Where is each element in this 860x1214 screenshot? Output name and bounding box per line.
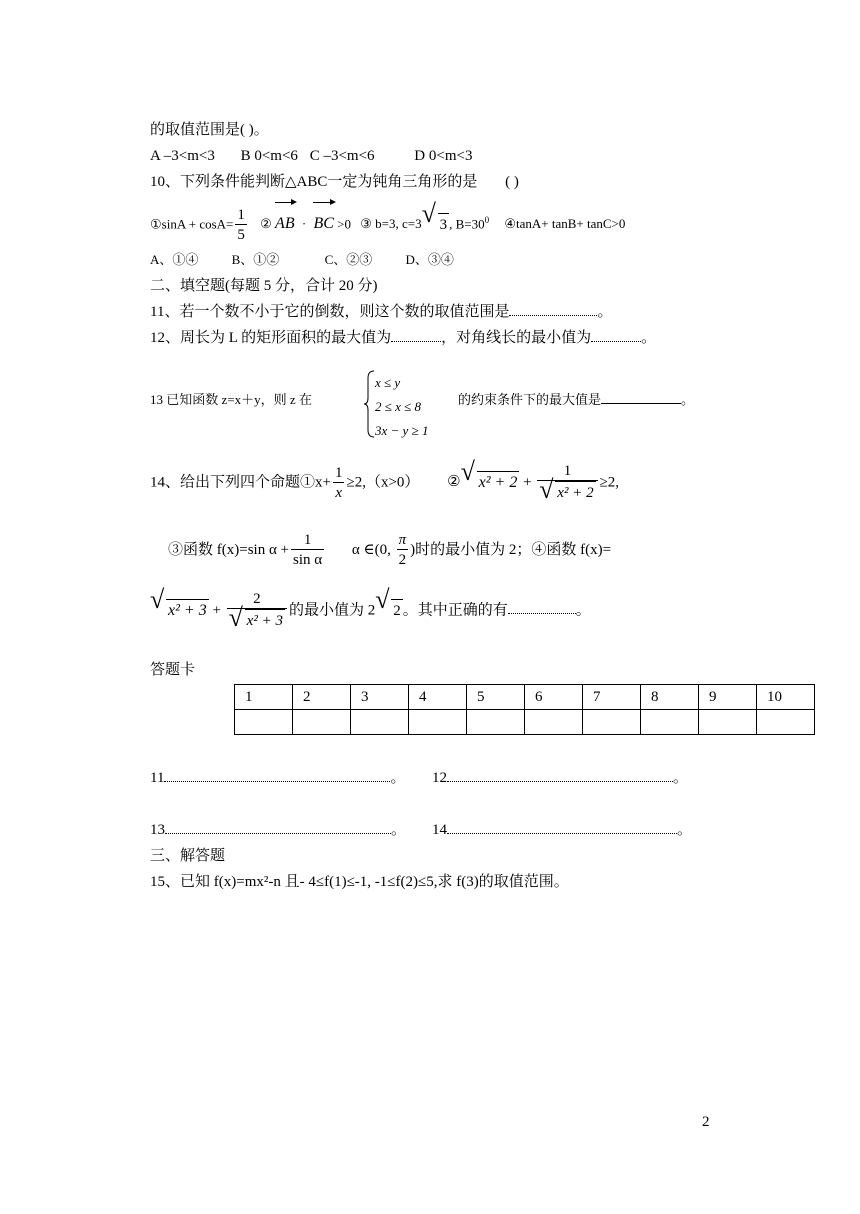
q10-c1-prefix: ①sinA + cosA= — [150, 216, 234, 232]
answer-card-num-7: 7 — [583, 685, 641, 710]
q9-option-c: C –3<m<6 — [309, 148, 375, 164]
answer-card-label: 答题卡 — [150, 662, 196, 678]
q12: 12、周长为 L 的矩形面积的最大值为 ，对角线长的最小值为 。 — [150, 330, 657, 346]
answer-card-num-4: 4 — [409, 685, 467, 710]
answer-card-num-8: 8 — [641, 685, 699, 710]
q12-text-b: ，对角线长的最小值为 — [441, 330, 592, 346]
q14-p4-mid: 的最小值为 2 — [288, 602, 376, 619]
page-number: 2 — [702, 1114, 710, 1130]
q13-suffix: 的约束条件下的最大值是 。 — [458, 392, 695, 407]
q10-c2-prefix: ② — [260, 216, 272, 232]
fill-blank-14[interactable] — [447, 832, 677, 834]
answer-cell-10[interactable] — [757, 710, 815, 735]
q13-suffix-text: 的约束条件下的最大值是 — [458, 392, 602, 407]
q12-text-a: 12、周长为 L 的矩形面积的最大值为 — [150, 330, 392, 346]
answer-card-answer-row — [235, 710, 815, 735]
q14-line-2 — [168, 530, 611, 570]
section-3-heading: 三、解答题 — [150, 848, 226, 864]
q13-constraint-3: 3x − y ≥ 1 — [375, 423, 429, 438]
q14-p3-fraction-2: $\frac{\pi}{2}$ — [398, 532, 407, 569]
q10-option-d: D、③④ — [405, 252, 454, 267]
q13-blank — [601, 403, 681, 404]
q14-p2-fraction: 1 √ x² + 2 — [537, 462, 597, 504]
answer-cell-8[interactable] — [641, 710, 699, 735]
q14-p2-suffix: ≥2, — [599, 474, 620, 491]
q9-option-b: B 0<m<6 — [240, 148, 298, 164]
q14-line-1: 14、给出下列四个命题①x+ $\frac{1}{x}$ ≥2,（x>0） ② √ x² + 2 + 1 √ x² + 2 ≥2, — [150, 457, 620, 504]
sqrt-2: √ 2 — [375, 591, 403, 631]
q12-blank-1 — [391, 340, 441, 342]
q14-p3-suffix: )时的最小值为 2；④函数 f(x)= — [410, 542, 612, 558]
q14-line-3: √ x² + 3 + 2 √ x² + 3 的最小值为 2 √ 2 。其中正确的有 。 — [150, 585, 591, 632]
fill-blank-11[interactable] — [164, 780, 390, 782]
q13-constraint-1: x ≤ y — [375, 375, 401, 390]
section-2-heading: 二、填空题(每题 5 分，合计 20 分) — [150, 278, 378, 294]
fill-line-13: 13 。 — [150, 822, 407, 838]
q15: 15、已知 f(x)=mx²-n 且- 4≤f(1)≤-1, -1≤f(2)≤5,求 f(3)的取值范围。 — [150, 874, 569, 890]
fill-line-11: 11 。 — [150, 770, 406, 786]
q11: 11、若一个数不小于它的倒数，则这个数的取值范围是 。 — [150, 304, 613, 320]
q10-c3-sup: 0 — [484, 215, 490, 225]
answer-cell-3[interactable] — [351, 710, 409, 735]
fill-label-13: 13 — [150, 822, 165, 838]
sqrt-3: √ 3 — [422, 205, 450, 245]
q10-c1-num: 1 — [237, 206, 245, 223]
answer-cell-1[interactable] — [235, 710, 293, 735]
q13-brace — [363, 370, 375, 438]
answer-cell-6[interactable] — [525, 710, 583, 735]
q13-prefix: 13 已知函数 z=x＋y，则 z 在 — [150, 392, 312, 407]
q10-option-b: B、①② — [231, 252, 280, 267]
answer-card-num-3: 3 — [351, 685, 409, 710]
q10-c4: ④tanA+ tanB+ tanC>0 — [504, 216, 626, 232]
answer-cell-5[interactable] — [467, 710, 525, 735]
q14-prefix: 14、给出下列四个命题①x+ — [150, 474, 331, 491]
q9-tail: 的取值范围是( )。 — [150, 122, 269, 138]
fill-line-14: 14 。 — [432, 822, 693, 838]
fill-blank-12[interactable] — [447, 780, 673, 782]
answer-card-header-row — [235, 685, 815, 710]
q9-option-a: A –3<m<3 — [150, 148, 215, 164]
answer-card-num-6: 6 — [525, 685, 583, 710]
sqrt-x2-plus-2: √ x² + 2 — [461, 463, 520, 503]
fill-label-11: 11 — [150, 770, 165, 786]
vector-bc: BC — [313, 200, 333, 244]
q11-text: 11、若一个数不小于它的倒数，则这个数的取值范围是 — [150, 304, 510, 320]
q10-conditions: ①sinA + cosA= $\frac{1}{5}$ ② AB · BC >0 ③ b=3, c=3 √ 3 , $B=30^0$ ④tanA+ tanB+ tanC>0 — [150, 200, 625, 245]
sqrt-x2-plus-3: √ x² + 3 — [150, 591, 209, 631]
answer-cell-4[interactable] — [409, 710, 467, 735]
answer-card-num-10: 10 — [757, 685, 815, 710]
q14-p1-fraction: $\frac{1}{x}$ — [334, 464, 343, 501]
q10-option-a: A、①④ — [150, 252, 199, 267]
fill-blank-13[interactable] — [165, 832, 391, 834]
q14-p4-fraction: 2 √ x² + 3 — [227, 590, 287, 632]
answer-card-num-9: 9 — [699, 685, 757, 710]
answer-cell-7[interactable] — [583, 710, 641, 735]
answer-card-num-5: 5 — [467, 685, 525, 710]
answer-card-table — [234, 684, 815, 735]
q14-blank — [508, 612, 576, 614]
q12-blank-2 — [591, 340, 641, 342]
answer-cell-2[interactable] — [293, 710, 351, 735]
q10-option-c: C、②③ — [324, 252, 373, 267]
q14-p2-prefix: ② — [447, 474, 461, 491]
q14-p4-suffix: 。其中正确的有 — [402, 602, 508, 619]
q10-paren: ( ) — [505, 174, 519, 190]
q10-c1-fraction — [235, 206, 247, 245]
q10-stem — [150, 172, 519, 192]
q10-options — [150, 250, 454, 270]
q14-p3-prefix: ③函数 f(x)=sin α + — [168, 542, 290, 558]
q10-c3-suffix: , B=30 — [449, 216, 485, 232]
answer-cell-9[interactable] — [699, 710, 757, 735]
q11-blank — [509, 314, 597, 316]
q10-c2-suffix: >0 — [337, 216, 351, 232]
q9-option-d: D 0<m<3 — [414, 148, 473, 164]
q13-constraint-2: 2 ≤ x ≤ 8 — [375, 399, 422, 414]
vector-ab: AB — [275, 200, 295, 244]
q10-c3-prefix: ③ b=3, c=3 — [360, 216, 422, 232]
fill-line-12: 12 。 — [432, 770, 689, 786]
q10-c1-den: 5 — [235, 224, 247, 245]
q14-p1-suffix: ≥2,（x>0） — [346, 474, 420, 491]
q14-p3-fraction: $\frac{1}{\text{sin α}}$ — [293, 532, 323, 569]
answer-card-num-1: 1 — [235, 685, 293, 710]
answer-card-num-2: 2 — [293, 685, 351, 710]
q9-options — [150, 146, 472, 166]
fill-label-14: 14 — [432, 822, 447, 838]
fill-label-12: 12 — [432, 770, 447, 786]
q14-p3-mid: α ∈(0, — [351, 542, 391, 558]
q10-stem-text: 10、下列条件能判断△ABC一定为钝角三角形的是 — [150, 174, 478, 190]
